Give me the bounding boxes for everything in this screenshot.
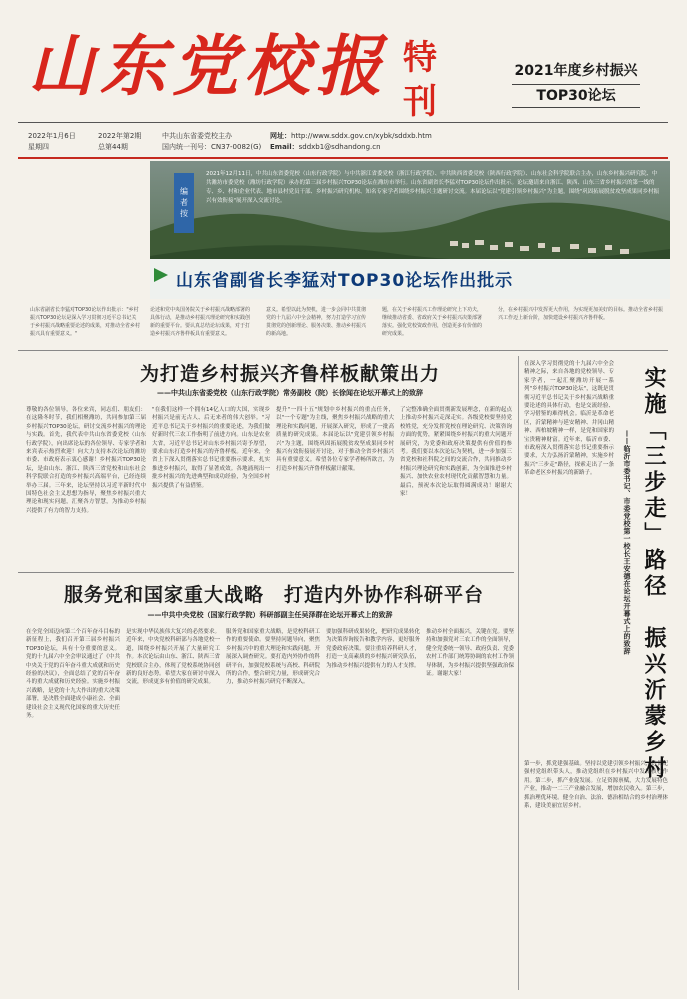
article1-col-3: 提升"一四十五"规划中乡村振兴的重点任务，以"一个专题"为主线，聚焦乡村振兴战略的重大理论和实践问题，开展深入研究，形成了一批高质量的研究成果。本届论坛以"党建引领乡村振兴"为主题，围绕巩固拓展脱贫攻坚成果同乡村振兴有效衔接展开讨论，对于推动全省乡村振兴具有重要意义。希望各位专家学者畅所欲言，为打造乡村振兴齐鲁样板献计献策。 (276, 407, 394, 472)
lead-col-4: 题，在关于乡村振兴工作理论研究上下功夫，继续推动省委、省政府关于乡村振兴决策部署落实。强化党校资政作用，创造更多有价值的研究成果。 (382, 307, 483, 337)
article1-subtitle: ——中共山东省委党校（山东行政学院）常务副校（院）长徐闻在论坛开幕式上的致辞 (157, 389, 423, 397)
article3-subtitle: ——临沂市委书记、市委党校第一校长王安德在论坛开幕式上的致辞 (623, 430, 631, 655)
right-column-divider (518, 356, 519, 990)
cn-number: 国内统一刊号：CN37-0082(G) (162, 143, 262, 151)
article2-col-2: 是实现中华民族伟大复兴的必然要求。近年来，中央党校科研部与各地党校一道，围绕乡村振兴开展了大量研究工作。本次论坛由山东、浙江、陕西三省党校联合主办，体现了党校系统协同创新的良好态势。希望大家在研讨中深入交流，形成更多有价值的研究成果。 (126, 629, 220, 686)
date: 2022年1月6日 (28, 132, 76, 140)
article3-headline: 实施「三步走」路径 振兴沂蒙乡村 (641, 366, 666, 782)
lead-col-5: 分，在乡村振兴中发挥更大作用，为实现更加美好的目标。推动全省乡村振兴工作迈上新台阶，加快建设乡村振兴齐鲁样板。 (498, 307, 664, 321)
article2-col-5: 推动乡村全面振兴，关键在党。要坚持和加强党对三农工作的全面领导，健全党委统一领导、政府负责、党委农村工作部门统筹协调的农村工作领导体制，为乡村振兴提供坚强政治保证。谢谢大家！ (426, 629, 514, 678)
lead-col-1: 山东省副省长李猛对TOP30论坛作出批示："乡村振兴TOP30论坛是深入学习贯彻习近平总书记关于乡村振兴战略重要论述的成果，对推动全省乡村振兴具有重要意义。" (30, 307, 141, 337)
article-divider (18, 572, 514, 573)
topic-line-2: TOP30论坛 (512, 84, 640, 108)
article2-col-3: 服务党和国家重大战略，是党校科研工作的重要使命。要坚持问题导向，聚焦乡村振兴中的重大理论和实践问题，开展深入调查研究。要打造内外协作的科研平台，加强党校系统与高校、科研院所的合作，整合研究力量，形成研究合力，推动乡村振兴研究不断深入。 (226, 629, 320, 686)
editor-note-label: 编者按 (174, 173, 194, 233)
lead-col-2: 论述和党中央国务院关于乡村振兴战略部署的具体行动，是推动乡村振兴理论研究和实践创新的重要平台。要认真总结论坛成果，对于打造乡村振兴齐鲁样板具有重要意义。 (150, 307, 251, 337)
article2-headline: 服务党和国家重大战略 打造内外协作科研平台 (63, 584, 484, 606)
article2-col-1: 在全党全国迈向第二个百年奋斗目标的新征程上，我们召开第三届乡村振兴TOP30论坛，具有十分重要的意义。党的十九届六中全会审议通过了《中共中央关于党的百年奋斗重大成就和历史经验的决议》，全面总结了党的百年奋斗的重大成就和历史经验。实施乡村振兴战略，是党的十九大作出的重大决策部署，是决胜全面建成小康社会、全面建设社会主义现代化国家的重大历史任务。 (26, 629, 120, 720)
lead-headline: 山东省副省长李猛对TOP30论坛作出批示 (176, 271, 514, 291)
weekday: 星期四 (28, 143, 49, 151)
article1-col-4: 了完整准确全面贯彻新发展理念，在新的起点上推动乡村振兴走深走实。各级党校要坚持党校姓党，充分发挥党校在理论研究、决策咨询方面的优势，紧紧围绕乡村振兴的重大问题开展研究，为党委和政府决策提供有价值的参考。我们要以本次论坛为契机，进一步加强三省党校和社科院之间的交流合作，共同推动乡村振兴理论研究和实践创新，为全面推进乡村振兴、加快农业农村现代化贡献智慧和力量。最后，预祝本次论坛取得圆满成功！谢谢大家！ (400, 407, 512, 498)
email-link[interactable]: sddxb1@sdhandong.cn (298, 143, 381, 151)
date-info (28, 131, 76, 153)
lead-col-3: 意义。希望以此为契机，进一步会同中共贯彻党的十九届六中全会精神，努力打造学习宣传贯彻党的创新理论、服务决策、推动乡村振兴的新高地。 (266, 307, 367, 337)
article1-col-2: "在我们这样一个拥有14亿人口的大国，实现乡村振兴是前无古人、后无来者的伟大创举。"习近平总书记关于乡村振兴的重要论述，为我们做好新时代三农工作指明了前进方向。山东是农业大省，习近平总书记对山东乡村振兴寄予厚望，要求山东打造乡村振兴的齐鲁样板。近年来，全省上下深入贯彻落实总书记重要指示要求，扎实推进乡村振兴，取得了显著成效。各地涌现出一批乡村振兴的先进典型和成功经验，为全国乡村振兴提供了有益借鉴。 (152, 407, 270, 489)
sponsor: 中共山东省委党校主办 (162, 132, 232, 140)
topic-box (486, 60, 666, 110)
topic-line-1: 2021年度乡村振兴 (514, 63, 638, 79)
total-issue: 总第44期 (98, 143, 128, 151)
special-issue-label: 特刊 (403, 38, 437, 122)
web-label: 网址： (270, 132, 291, 140)
article3-col-2: 第一步，抓党建强基础。坚持以党建引领乡村振兴，选优配强村党组织带头人，推动党组织在乡村振兴中发挥核心作用。第二步，抓产业促发展。立足资源禀赋，大力发展特色产业，推动一二三产业融合发展，增加农民收入。第三步，抓治理优环境。健全自治、法治、德治相结合的乡村治理体系，建设美丽宜居乡村。 (524, 761, 668, 810)
article1-col-1: 尊敬的各位领导，各位来宾，同志们、朋友们：在这隆冬时节，我们相聚潍坊，共同参加第三届乡村振兴TOP30论坛，研讨交流乡村振兴的理论与实践。首先，我代表中共山东省委党校（山东行政学院），向出席论坛的各位领导、专家学者和来宾表示热烈欢迎！向大力支持本次论坛的潍坊市委、市政府表示衷心感谢！乡村振兴TOP30论坛，是由山东、浙江、陕西三省党校和山东社会科学院联合打造的乡村振兴高端平台，已经连续举办三届。三年来，论坛坚持以习近平新时代中国特色社会主义思想为指导，聚焦乡村振兴重大理论和现实问题，汇聚各方智慧，为推动乡村振兴提供了有力的智力支持。 (26, 407, 146, 514)
article2-subtitle: ——中共中央党校（国家行政学院）科研部副主任吴泽群在论坛开幕式上的致辞 (147, 611, 393, 619)
issue-number: 2022年第2期 (98, 132, 142, 140)
article1-headline: 为打造乡村振兴齐鲁样板献策出力 (139, 363, 440, 385)
contact-info (270, 131, 432, 153)
editor-note-text: 2021年12月11日，中共山东省委党校（山东行政学院）与中共浙江省委党校（浙江行政学院）、中共陕西省委党校（陕西行政学院）、山东社会科学院联合主办，山东乡村振兴研究院、中共潍坊市委党校（潍坊行政学院）承办的第三届乡村振兴TOP30论坛在潍坊市举行。山东省副省长李猛对TOP30论坛作出批示。论坛邀请来自浙江、陕西、山东三省乡村振兴的第一线的专、乡、村和企业代表、地市县村党员干部、乡村振兴研究机构、知名专家学者围绕乡村振兴主题研讨交流。本届论坛以"党建引领乡村振兴"为主题，围绕"巩固拓展脱贫攻坚成果同乡村振兴有效衔接"展开深入交流讨论。 (206, 171, 660, 204)
newspaper-title: 山东党校报 (28, 27, 388, 105)
masthead-red-rule (18, 157, 668, 159)
website-link[interactable]: http://www.sddx.gov.cn/xybk/sddxb.htm (291, 132, 432, 140)
section-rule (18, 350, 668, 351)
masthead-rule (18, 122, 668, 123)
email-label: Email： (270, 143, 299, 151)
article3-col-1: 在深入学习贯彻党的十九届六中全会精神之际，来自各地的党校领导、专家学者，一起汇聚潍坊开展一系列"乡村振兴TOP30论坛"，这既是贯彻习近平总书记关于乡村振兴战略重要论述的具体行动，也是交流经验、学习借鉴的难得机会。临沂是革命老区，沂蒙精神与延安精神、井冈山精神、西柏坡精神一样，是党和国家的宝贵精神财富。近年来，临沂市委、市政府深入贯彻落实总书记重要指示要求，大力弘扬沂蒙精神，实施乡村振兴"三步走"路径，探索走出了一条革命老区乡村振兴的新路子。 (524, 361, 614, 477)
sponsor-info (162, 131, 261, 153)
article2-col-4: 要加强科研成果转化，把研究成果转化为决策咨询报告和教学内容，更好服务党委政府决策。要注重培养科研人才，打造一支高素质的乡村振兴研究队伍，为推动乡村振兴提供有力的人才支撑。 (326, 629, 420, 669)
issue-info (98, 131, 141, 153)
